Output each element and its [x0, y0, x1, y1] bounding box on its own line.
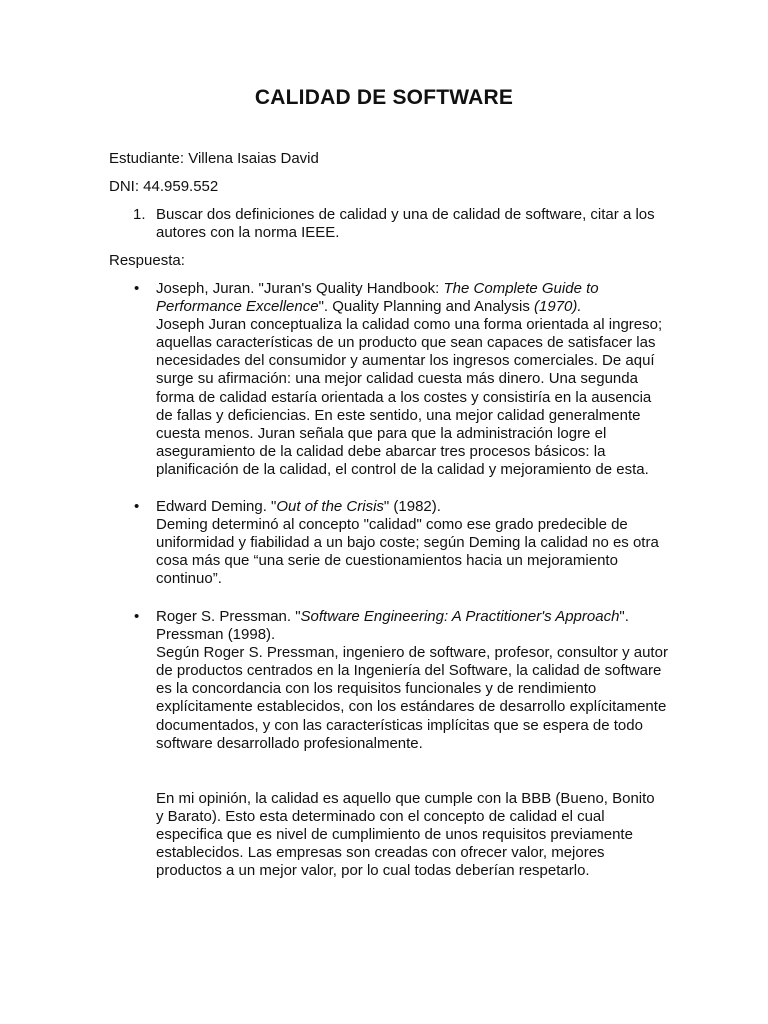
question-number: 1.: [133, 206, 146, 223]
bullet-icon: •: [134, 280, 140, 297]
juran-citation-pre: Joseph, Juran. "Juran's Quality Handbook:: [156, 280, 444, 297]
dni-line: DNI: 44.959.552: [109, 178, 219, 195]
reference-pressman: [109, 608, 669, 753]
pressman-citation-italic: Software Engineering: A Practitioner's Approach: [300, 608, 620, 625]
deming-citation-mid: " (1982).: [383, 498, 441, 515]
bullet-icon: •: [134, 608, 140, 625]
bullet-icon: •: [134, 498, 140, 515]
juran-citation-year: (1970).: [534, 298, 582, 316]
reference-deming: [109, 498, 669, 588]
reference-juran-text: [156, 280, 669, 479]
reference-juran: [109, 280, 669, 479]
pressman-body: Según Roger S. Pressman, ingeniero de software, profesor, consultor y autor de productos centrados en la Ingeniería del Software, la calidad de software es la concordancia con los requisitos funcionales y de rendimiento explícitamente establecidos, con los estándares de desarrollo explícitamente documentados, y con las características implícitas que se espera de todo software desarrollado profesionalmente.: [156, 644, 668, 752]
page-title: CALIDAD DE SOFTWARE: [254, 86, 514, 109]
deming-body: Deming determinó al concepto "calidad" como ese grado predecible de uniformidad y fiabilidad a un bajo coste; según Deming la calidad no es otra cosa más que “una serie de cuestionamientos hacia un mejoramiento continuo”.: [156, 516, 659, 588]
juran-body: Joseph Juran conceptualiza la calidad como una forma orientada al ingreso; aquellas características de un producto que sean capaces de satisfacer las necesidades del consumidor y aumentar los ingresos comerciales. De aquí surge su afirmación: una mejor calidad cuesta más dinero. Una segunda forma de calidad estaría orientada a los costes y consistiría en la ausencia de fallas y deficiencias. En este sentido, una mejor calidad generalmente cuesta menos. Juran señala que para que la administración logre el aseguramiento de la calidad debe abarcar tres procesos básicos: la planificación de la calidad, el control de la calidad y mejoramiento de esta.: [156, 316, 663, 478]
student-line: Estudiante: Villena Isaias David: [109, 150, 319, 167]
question-text: Buscar dos definiciones de calidad y una de calidad de software, citar a los autores con la norma IEEE.: [156, 206, 655, 241]
pressman-citation-mid: ". Pressman (1998).: [156, 608, 629, 644]
deming-citation-pre: Edward Deming. ": [156, 498, 277, 515]
pressman-citation-pre: Roger S. Pressman. ": [156, 608, 301, 625]
reference-pressman-text: [156, 608, 669, 753]
opinion-paragraph: En mi opinión, la calidad es aquello que cumple con la BBB (Bueno, Bonito y Barato). Esto esta determinado con el concepto de calidad el cual especifica que es nivel de cumplimiento de unos requisitos previamente establecidos. Las empresas son creadas con ofrecer valor, mejores productos a un mejor valor, por lo cual todas deberían respetarlo.: [156, 790, 655, 880]
question-item: [109, 206, 669, 242]
deming-citation-italic: Out of the Crisis: [276, 498, 384, 515]
reference-deming-text: [156, 498, 669, 588]
answer-label: Respuesta:: [109, 252, 185, 269]
juran-citation-mid: ". Quality Planning and Analysis: [318, 298, 535, 316]
juran-citation-italic: The Complete Guide to Performance Excellence: [156, 280, 599, 316]
